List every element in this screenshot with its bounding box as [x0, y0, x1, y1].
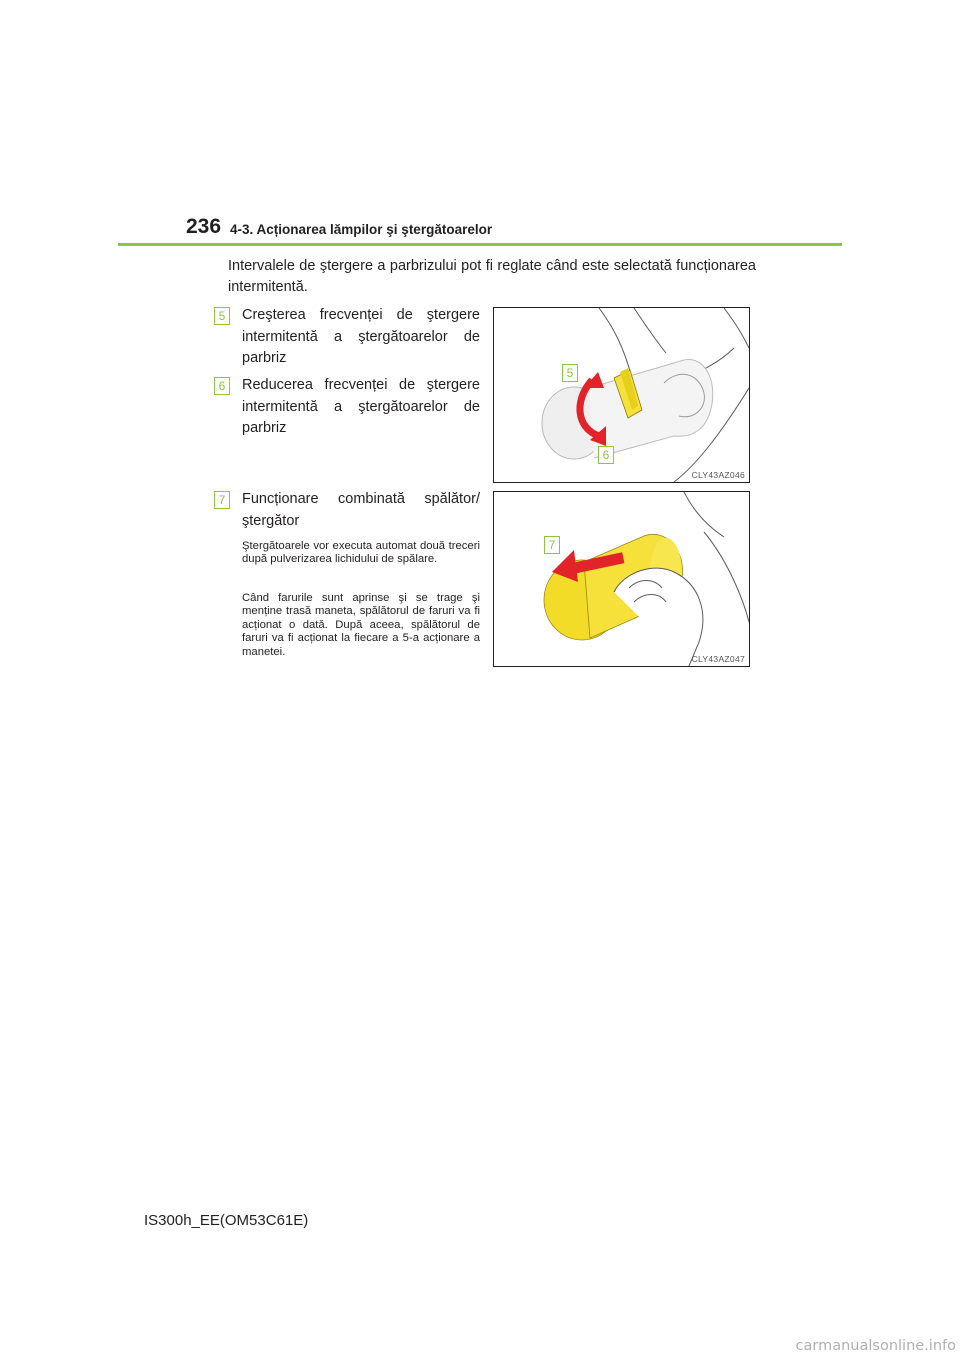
callout-5: 5: [562, 364, 578, 382]
arrow-head-up: [584, 372, 604, 388]
item-text-7: Funcționare combinată spălător/ştergător: [242, 491, 480, 529]
item-text-6: Reducerea frecvenței de ştergere intermitentă a ştergătoarelor de parbriz: [242, 377, 480, 436]
callout-7: 7: [544, 536, 560, 554]
intro-paragraph: Intervalele de ştergere a parbrizului pot fi reglate când este selectată funcționarea intermitentă.: [228, 258, 756, 295]
section-title: 4-3. Acționarea lămpilor şi ştergătoarelor: [230, 222, 493, 237]
item-text-5: Creşterea frecvenței de ştergere intermitentă a ştergătoarelor de parbriz: [242, 307, 480, 366]
page-number: 236: [186, 215, 222, 238]
watermark: carmanualsonline.info: [795, 1338, 956, 1354]
item-number-5: 5: [214, 307, 230, 325]
document-code: IS300h_EE(OM53C61E): [144, 1212, 309, 1229]
figure-washer-operation: [493, 491, 750, 667]
figure-code-1: CLY43AZ046: [691, 470, 745, 480]
note-paragraph-1: Ştergătoarele vor executa automat două treceri după pulverizarea lichidului de spălare.: [242, 540, 480, 566]
callout-6: 6: [598, 446, 614, 464]
figure-code-2: CLY43AZ047: [691, 654, 745, 664]
figure-wiper-interval-illustration: [494, 308, 749, 482]
figure-washer-operation-illustration: [494, 492, 749, 666]
item-number-7: 7: [214, 491, 230, 509]
figure-wiper-interval: [493, 307, 750, 483]
note-paragraph-2: Când farurile sunt aprinse şi se trage şi menține trasă maneta, spălătorul de faruri va fi acționat o dată. După aceea, spălătorul de faruri va fi acționat la fiecare a 5-a acționare a manetei.: [242, 592, 480, 658]
header-rule: [118, 243, 842, 246]
item-number-6: 6: [214, 377, 230, 395]
